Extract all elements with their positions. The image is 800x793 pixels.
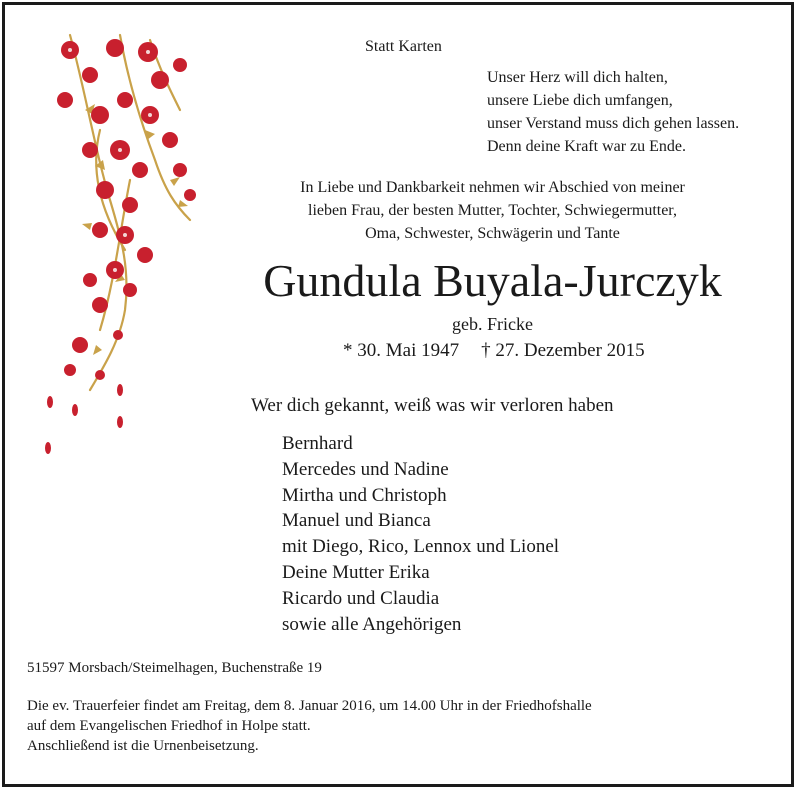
intro-line: lieben Frau, der besten Mutter, Tochter, Schwiegermutter, bbox=[308, 202, 677, 219]
mourners-list bbox=[282, 431, 559, 637]
deceased-name: Gundula Buyala-Jurczyk bbox=[263, 255, 722, 306]
life-dates bbox=[343, 340, 667, 362]
mourner-line: sowie alle Angehörigen bbox=[282, 613, 462, 635]
intro-line: Oma, Schwester, Schwägerin und Tante bbox=[365, 225, 620, 242]
poem-line: Denn deine Kraft war zu Ende. bbox=[487, 138, 687, 155]
mourner-line: Manuel und Bianca bbox=[282, 510, 431, 532]
death-date: † 27. Dezember 2015 bbox=[481, 340, 645, 361]
mourner-line: Ricardo und Claudia bbox=[282, 587, 440, 609]
cherry-blossom-illustration bbox=[30, 30, 210, 460]
service-line: auf dem Evangelischen Friedhof in Holpe statt. bbox=[27, 718, 311, 734]
birth-date: * 30. Mai 1947 bbox=[343, 340, 460, 361]
funeral-service-info bbox=[27, 696, 592, 756]
mourner-line: Deine Mutter Erika bbox=[282, 561, 430, 583]
poem-line: unsere Liebe dich umfangen, bbox=[487, 92, 673, 109]
mourner-line: Bernhard bbox=[282, 433, 353, 454]
intro-line: In Liebe und Dankbarkeit nehmen wir Abschied von meiner bbox=[300, 179, 685, 196]
poem bbox=[487, 66, 739, 158]
mourner-line: Mirtha und Christoph bbox=[282, 484, 447, 506]
poem-line: unser Verstand muss dich gehen lassen. bbox=[487, 115, 740, 132]
poem-line: Unser Herz will dich halten, bbox=[487, 69, 668, 86]
mourner-line: Mercedes und Nadine bbox=[282, 458, 449, 480]
mourner-line: mit Diego, Rico, Lennox und Lionel bbox=[282, 536, 560, 558]
service-line: Die ev. Trauerfeier findet am Freitag, dem 8. Januar 2016, um 14.00 Uhr in der Friedhofshalle bbox=[27, 698, 592, 714]
memorial-quote: Wer dich gekannt, weiß was wir verloren haben bbox=[251, 395, 614, 416]
birth-name: geb. Fricke bbox=[452, 314, 533, 334]
service-line: Anschließend ist die Urnenbeisetzung. bbox=[27, 738, 259, 754]
address: 51597 Morsbach/Steimelhagen, Buchenstraße 19 bbox=[27, 660, 322, 676]
statt-karten-label: Statt Karten bbox=[365, 38, 442, 55]
intro-text bbox=[240, 176, 745, 245]
